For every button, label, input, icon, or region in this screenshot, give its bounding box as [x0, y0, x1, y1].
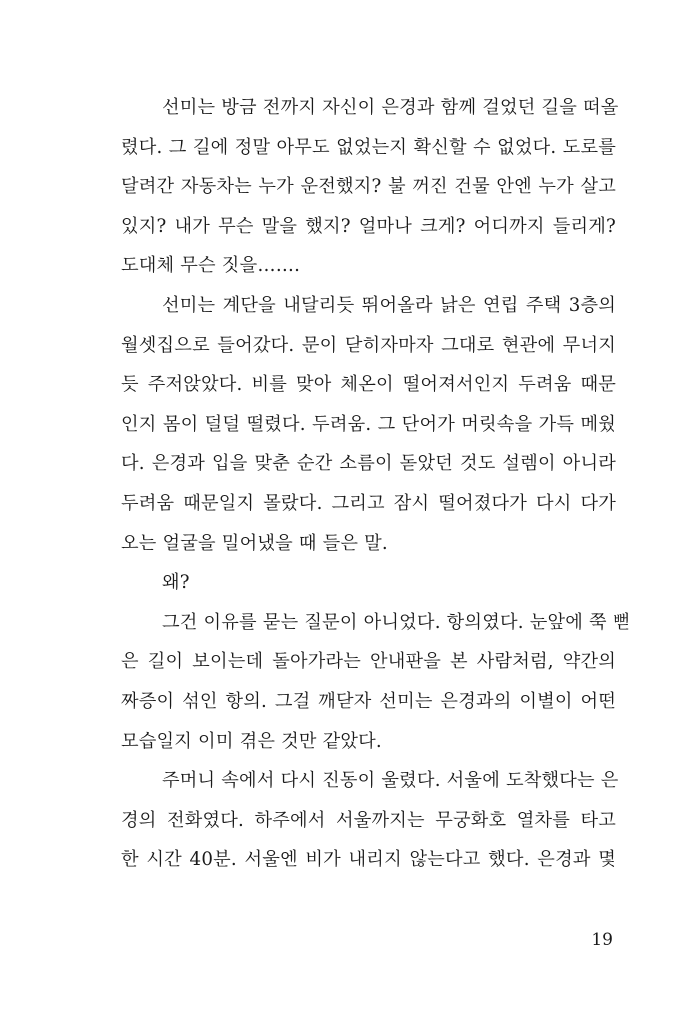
text-line: 렸다. 그 길에 정말 아무도 없었는지 확신할 수 없었다. 도로를 — [121, 136, 616, 158]
page-number: 19 — [591, 930, 613, 950]
text-line: 두려움 때문일지 몰랐다. 그리고 잠시 떨어졌다가 다시 다가 — [121, 492, 616, 514]
text-line: 한 시간 40분. 서울엔 비가 내리지 않는다고 했다. 은경과 몇 — [121, 849, 616, 871]
text-line: 월셋집으로 들어갔다. 문이 닫히자마자 그대로 현관에 무너지 — [121, 334, 616, 356]
text-line: 왜? — [162, 572, 190, 594]
text-line: 모습일지 이미 겪은 것만 같았다. — [121, 730, 382, 752]
text-line: 주머니 속에서 다시 진동이 울렸다. 서울에 도착했다는 은 — [162, 770, 619, 792]
text-line: 선미는 방금 전까지 자신이 은경과 함께 걸었던 길을 떠올 — [162, 97, 619, 118]
text-line: 선미는 계단을 내달리듯 뛰어올라 낡은 연립 주택 3층의 — [162, 294, 616, 316]
text-line: 오는 얼굴을 밀어냈을 때 들은 말. — [121, 532, 388, 554]
body-text — [121, 88, 631, 880]
text-line: 은 길이 보이는데 돌아가라는 안내판을 본 사람처럼, 약간의 — [121, 651, 616, 673]
text-line: 다. 은경과 입을 맞춘 순간 소름이 돋았던 것도 설렘이 아니라 — [121, 453, 616, 475]
text-line: 듯 주저앉았다. 비를 맞아 체온이 떨어져서인지 두려움 때문 — [121, 374, 616, 396]
text-line: 인지 몸이 덜덜 떨렸다. 두려움. 그 단어가 머릿속을 가득 메웠 — [121, 413, 616, 435]
text-line: 도대체 무슨 짓을……. — [121, 255, 301, 277]
text-line: 짜증이 섞인 항의. 그걸 깨닫자 선미는 은경과의 이별이 어떤 — [121, 690, 616, 712]
text-line: 있지? 내가 무슨 말을 했지? 얼마나 크게? 어디까지 들리게? — [121, 215, 616, 237]
text-line: 그건 이유를 묻는 질문이 아니었다. 항의였다. 눈앞에 쭉 뻗 — [162, 611, 631, 633]
text-line: 경의 전화였다. 하주에서 서울까지는 무궁화호 열차를 타고 — [121, 809, 616, 831]
text-line: 달려간 자동차는 누가 운전했지? 불 꺼진 건물 안엔 누가 살고 — [121, 176, 616, 198]
